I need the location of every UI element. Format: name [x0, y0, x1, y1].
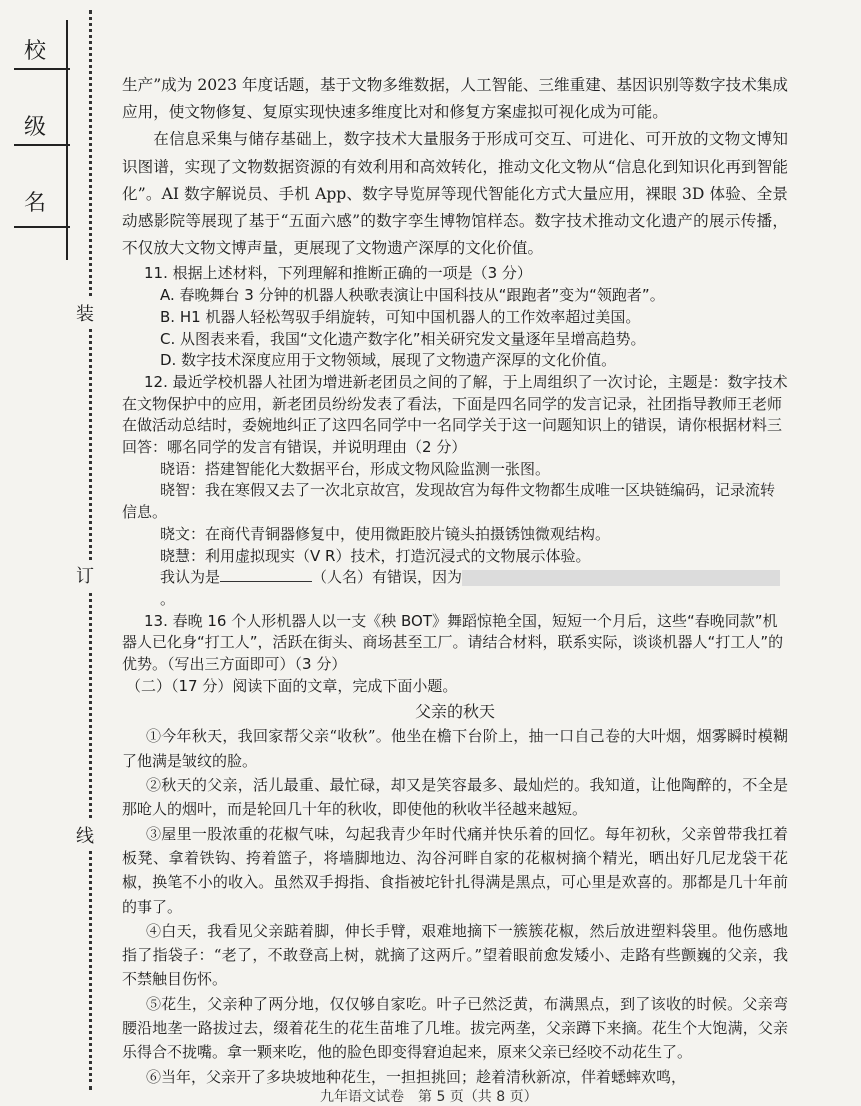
binding-margin	[0, 0, 95, 1099]
article-paragraph-6: ⑥当年，父亲开了多块坡地种花生，一担担挑回；趁着清秋新凉，伴着蟋蟀欢鸣，	[146, 1067, 687, 1086]
question-11-option-c: C. 从图表来看，我国“文化遗产数字化”相关研究发文量逐年呈增高趋势。	[160, 329, 646, 348]
passage-paragraph-2: 在信息采集与储存基础上，数字技术大量服务于形成可交互、可进化、可开放的文物文博知识图谱，实现了文物数据资源的有效利用和高效转化，推动文化文物从“信息化到知识化再到智能化”。AI 数字解说员、手机 App、数字导览屏等现代智能化方式大量应用，裸眼 3D 体验、全景动感影院等展现了基于“五面六感”的数字孪生博物馆样态。数字技术推动文化遗产的展示传播，不仅放大文物文博声量，更展现了文物遗产深厚的文化价值。	[122, 130, 788, 258]
question-12	[122, 372, 788, 611]
question-11-option-d: D. 数字技术深度应用于文物领域，展现了文物遗产深厚的文化价值。	[160, 351, 617, 370]
question-11	[122, 263, 788, 372]
exam-page-content	[122, 72, 788, 1089]
article-paragraph-4: ④白天，我看见父亲踮着脚，伸长手臂，艰难地摘下一簇簇花椒，然后放进塑料袋里。他伤感地指了指袋子：“老了，不敢登高上树，就摘了这两斤。”望着眼前愈发矮小、走路有些颤巍的父亲，我不禁触目伤怀。	[122, 921, 788, 989]
question-11-option-a: A. 春晚舞台 3 分钟的机器人秧歌表演让中国科技从“跟跑者”变为“领跑者”。	[160, 286, 665, 305]
question-12-statement-xiaozhi: 晓智：我在寒假又去了一次北京故宫，发现故宫为每件文物都生成唯一区块链编码，记录流转信息。	[122, 481, 776, 522]
question-13-stem: 13. 春晚 16 个人形机器人以一支《秧 BOT》舞蹈惊艳全国，短短一个月后，这些“春晚同款”机器人已化身“打工人”，活跃在街头、商场甚至工厂。请结合材料，联系实际，谈谈机器人“打工人”的优势。（写出三方面即可）（3 分）	[122, 611, 784, 674]
section-2-heading: （二）（17 分）阅读下面的文章，完成下面小题。	[126, 676, 458, 695]
class-field-label: 级	[24, 115, 47, 140]
answer-prefix: 我认为是	[160, 568, 221, 587]
article-paragraph-5: ⑤花生，父亲种了两分地，仅仅够自家吃。叶子已然泛黄，布满黑点，到了该收的时候。父亲弯腰沿地垄一路拔过去，缀着花生的花生苗堆了几堆。拔完两垄，父亲蹲下来摘。花生个大饱满，父亲乐得合不拢嘴。拿一颗来吃，他的脸色即变得窘迫起来，原来父亲已经咬不动花生了。	[122, 994, 788, 1062]
reason-answer-blank[interactable]	[462, 570, 780, 586]
passage-paragraph-1: 生产”成为 2023 年度话题，基于文物多维数据，人工智能、三维重建、基因识别等数字技术集成应用，使文物修复、复原实现快速多维度比对和修复方案虚拟可视化成为可能。	[122, 76, 788, 122]
question-12-statement-xiaohui: 晓慧：利用虚拟现实（V R）技术，打造沉浸式的文物展示体验。	[160, 546, 591, 565]
name-field-label: 名	[24, 191, 47, 216]
page-footer: 九年语文试卷 第 5 页（共 8 页）	[320, 1089, 538, 1105]
name-answer-blank[interactable]	[220, 581, 312, 582]
question-11-stem: 11. 根据上述材料，下列理解和推断正确的一项是（3 分）	[144, 264, 532, 283]
question-12-statement-xiaowen: 晓文：在商代青铜器修复中，使用微距胶片镜头拍摄锈蚀微观结构。	[160, 524, 611, 543]
question-13	[122, 611, 788, 676]
question-12-statement-xiaoyu: 晓语：搭建智能化大数据平台，形成文物风险监测一张图。	[160, 459, 551, 478]
article-title: 父亲的秋天	[414, 702, 495, 722]
question-12-answer-line	[122, 567, 788, 610]
binding-mark-zhuang: 装	[76, 298, 94, 328]
school-field-label: 校	[24, 39, 47, 64]
answer-end: 。	[160, 589, 176, 608]
article-paragraph-2: ②秋天的父亲，活儿最重、最忙碌，却又是笑容最多、最灿烂的。我知道，让他陶醉的，不全是那呛人的烟叶，而是轮回几十年的秋收，即使他的秋收半径越来越短。	[122, 776, 788, 819]
question-12-stem: 12. 最近学校机器人社团为增进新老团员之间的了解，于上周组织了一次讨论，主题是：数字技术在文物保护中的应用，新老团员纷纷发表了看法，下面是四名同学的发言记录，社团指导教师王老师在做活动总结时，委婉地纠正了这四名同学中一名同学关于这一问题知识上的错误，请你根据材料三回答：哪名同学的发言有错误，并说明理由（2 分）	[122, 372, 788, 457]
answer-mid: （人名）有错误，因为	[312, 568, 463, 587]
binding-mark-xian: 线	[76, 820, 94, 850]
question-11-option-b: B. H1 机器人轻松驾驭手绢旋转，可知中国机器人的工作效率超过美国。	[160, 307, 641, 326]
article-paragraph-1: ①今年秋天，我回家帮父亲“收秋”。他坐在檐下台阶上，抽一口自己卷的大叶烟，烟雾瞬时模糊了他满是皱纹的脸。	[122, 727, 788, 770]
binding-dotted-line	[89, 10, 92, 1090]
margin-vertical-rule	[66, 20, 68, 260]
binding-mark-ding: 订	[76, 560, 94, 590]
article-paragraph-3: ③屋里一股浓重的花椒气味，勾起我青少年时代痛并快乐着的回忆。每年初秋，父亲曾带我扛着板凳、拿着铁钩、挎着篮子，将墙脚地边、沟谷河畔自家的花椒树摘个精光，晒出好几尼龙袋干花椒，换笔不小的收入。虽然双手拇指、食指被坨针扎得满是黑点，可心里是欢喜的。那都是几十年前的事了。	[122, 824, 788, 916]
